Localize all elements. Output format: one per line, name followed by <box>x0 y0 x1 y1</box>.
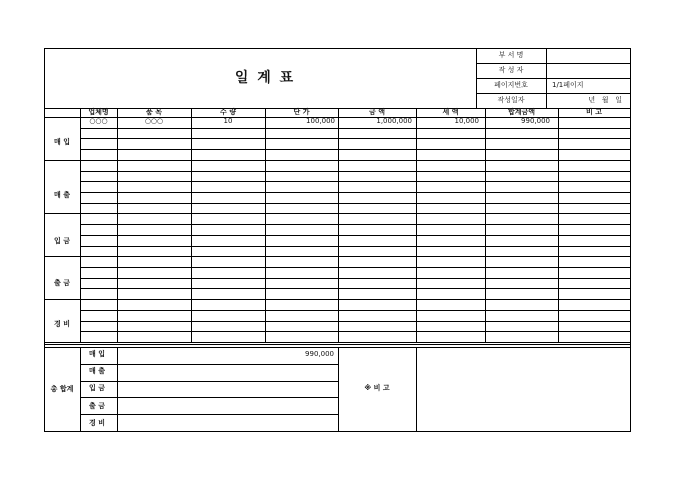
group-label-withdrawal: 출 금 <box>54 279 70 287</box>
info-value-page-number[interactable]: 1/1페이지 <box>552 81 584 89</box>
grid-line <box>80 288 630 289</box>
grid-line <box>80 224 630 225</box>
grid-line <box>80 278 630 279</box>
grid-line <box>80 310 630 311</box>
grid-line <box>80 267 630 268</box>
cell-unit-price[interactable]: 100,000 <box>306 117 335 125</box>
grid-line <box>80 203 630 204</box>
grid-line <box>80 181 630 182</box>
grid-line <box>80 246 630 247</box>
grid-line <box>546 48 547 108</box>
totals-row-deposit-label: 입 금 <box>89 384 105 392</box>
group-label-expense: 경 비 <box>54 320 70 328</box>
grid-line <box>80 381 338 382</box>
grid-line <box>80 321 630 322</box>
grid-line <box>476 93 630 94</box>
grid-line <box>191 108 192 342</box>
grid-line <box>80 414 338 415</box>
grid-line <box>44 48 631 49</box>
info-label-date: 작성일자 <box>497 96 525 104</box>
cell-item[interactable]: ○○○ <box>144 117 164 125</box>
group-label-deposit: 입 금 <box>54 237 70 245</box>
grid-line <box>80 331 630 332</box>
grid-line <box>485 108 486 342</box>
header-remarks: 비 고 <box>586 108 602 116</box>
grid-line <box>44 344 630 345</box>
header-vendor: 업체명 <box>88 108 109 116</box>
totals-row-expense-label: 경 비 <box>89 419 105 427</box>
info-label-author: 작 성 자 <box>498 66 524 74</box>
grid-line <box>44 342 630 343</box>
grid-line <box>338 108 339 342</box>
group-label-purchase: 매 입 <box>54 138 70 146</box>
grid-line <box>80 364 338 365</box>
grid-line <box>44 299 630 300</box>
totals-row-sales-label: 매 출 <box>89 367 105 375</box>
header-tax: 세 액 <box>442 108 459 116</box>
grid-line <box>117 108 118 342</box>
grid-line <box>80 138 630 139</box>
grid-line <box>117 347 118 431</box>
totals-label: 총 합계 <box>50 385 74 393</box>
header-quantity: 수 량 <box>220 108 236 116</box>
grid-line <box>44 256 630 257</box>
header-unit-price: 단 가 <box>293 108 310 116</box>
grid-line <box>80 171 630 172</box>
grid-line <box>476 78 630 79</box>
info-label-page-number: 페이지번호 <box>494 81 528 89</box>
grid-line <box>80 397 338 398</box>
page-title: 일 계 표 <box>234 70 296 86</box>
cell-vendor[interactable]: ○○○ <box>89 117 108 125</box>
header-item: 품 목 <box>146 108 162 116</box>
grid-line <box>44 213 630 214</box>
grid-line <box>44 431 631 432</box>
totals-note-label: ※ 비 고 <box>364 384 390 392</box>
grid-line <box>80 192 630 193</box>
info-value-date[interactable]: 년 월 일 <box>588 96 622 104</box>
grid-line <box>416 108 417 342</box>
grid-line <box>80 235 630 236</box>
cell-total[interactable]: 990,000 <box>521 117 550 125</box>
totals-note-area[interactable] <box>416 347 630 431</box>
cell-quantity[interactable]: 10 <box>223 117 233 125</box>
grid-line <box>265 108 266 342</box>
grid-line <box>558 108 559 342</box>
totals-row-purchase-value[interactable]: 990,000 <box>305 350 334 358</box>
grid-line <box>80 108 81 342</box>
info-label-department: 부 서 명 <box>498 51 524 59</box>
grid-line <box>476 63 630 64</box>
cell-amount[interactable]: 1,000,000 <box>376 117 412 125</box>
totals-row-withdrawal-label: 출 금 <box>89 402 105 410</box>
grid-line <box>80 149 630 150</box>
cell-tax[interactable]: 10,000 <box>454 117 479 125</box>
totals-row-purchase-label: 매 입 <box>89 350 105 358</box>
grid-line <box>44 160 630 161</box>
header-total: 합계금액 <box>507 108 536 116</box>
grid-line <box>630 48 631 432</box>
header-amount: 금 액 <box>369 108 385 116</box>
grid-line <box>80 128 630 129</box>
group-label-sales: 매 출 <box>54 191 70 199</box>
grid-line <box>80 347 81 431</box>
